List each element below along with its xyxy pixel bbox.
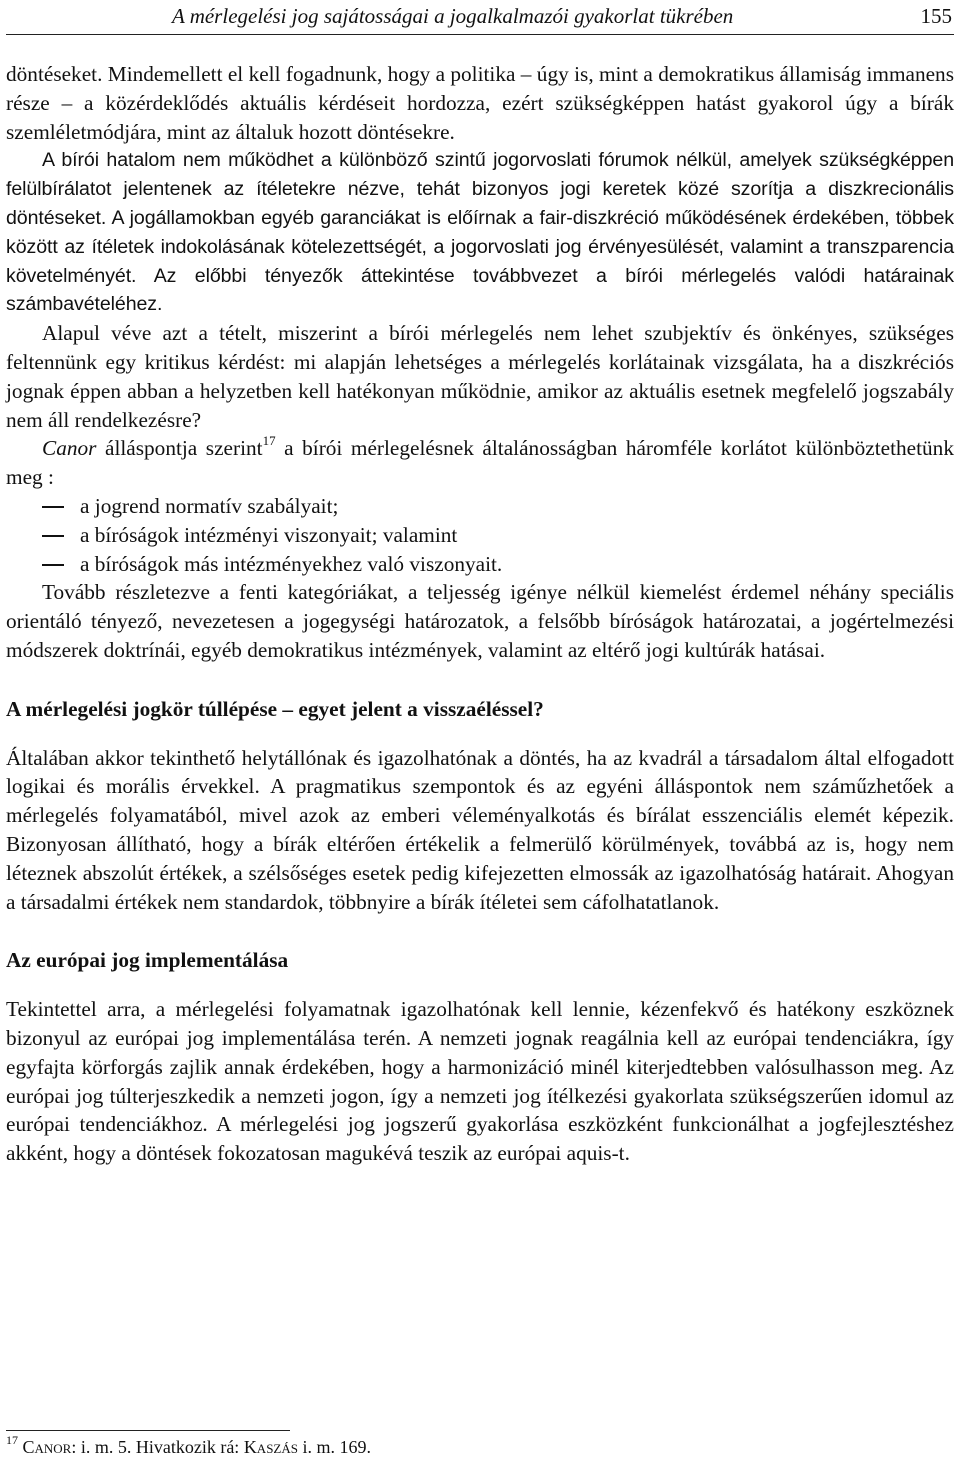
paragraph-4-text-b: a bírói mérlegelésnek általánosságban háromféle korlátot különböztethetünk meg :: [6, 436, 954, 490]
footnote-author-2: Kaszás: [243, 1437, 298, 1457]
footnote-text-1: : i. m. 5. Hivatkozik rá:: [71, 1437, 244, 1457]
dash-bullet: [42, 564, 64, 566]
section-heading-2: Az európai jog implementálása: [6, 948, 289, 973]
list-item: [6, 521, 954, 550]
list-item-text: a jogrend normatív szabályait;: [80, 493, 339, 518]
list-item-text: a bíróságok más intézményekhez való viszonyait.: [80, 551, 503, 576]
list-item: [6, 550, 954, 579]
section-1-paragraph: Általában akkor tekinthető helytállónak és igazolhatónak a döntés, ha az kvadrál a társadalom által elfogadott logikai és morális érvekkel. A pragmatikus szempontok és az egyéni álláspontok nem száműzhetőek a mérlegelés folyamatából, mivel azok az emberi véleményalkotás és bírálat esszenciális elemét képezik. Bizonyosan állítható, hogy a bírák eltérően értékelik a felmerülő körülmények, továbbá az is, hogy nem léteznek abszolút értékek, a szélsőséges esetek pedig kifejezetten elmossák az igazolhatóság határait. Ahogyan a társadalmi értékek nem standardok, többnyire a bírák ítéletei sem cáfolhatatlanok.: [6, 745, 954, 914]
limit-list: [6, 492, 954, 578]
page-number: 155: [920, 4, 952, 28]
paragraph-1: döntéseket. Mindemellett el kell fogadnunk, hogy a politika – úgy is, mint a demokratikus államiság immanens része – a közérdeklődés aktuális kérdéseit hordozza, ezért szükségképpen hatást gyakorol úgy a bírák szemléletmódjára, mint az általuk hozott döntésekre.: [6, 62, 954, 144]
header-rule: [6, 34, 954, 35]
footnote-author-1: Canor: [22, 1437, 72, 1457]
paragraph-4-text-a: álláspontja szerint: [96, 436, 263, 461]
dash-bullet: [42, 506, 64, 508]
footnote-text-2: i. m. 169.: [298, 1437, 372, 1457]
list-item: [6, 492, 954, 521]
section-2-paragraph: Tekintettel arra, a mérlegelési folyamatnak igazolhatónak kell lennie, kézenfekvő és hatékony eszköznek bizonyul az európai jog implementálása terén. A nemzeti jognak reagálnia kell az európai tendenciákra, így egyfajta körforgás zajlik annak érdekében, hogy a harmonizáció minél kiterjedtebben valósulhasson meg. Az európai jog túlterjeszkedik a nemzeti jogon, így a nemzeti jog ítélkezési gyakorlata szükségszerűen idomul az európai tendenciákhoz. A mérlegelési jog jogszerű gyakorlása eszközként funkcionálhat a jogfejlesztéshez akként, hogy a döntések fokozatosan magukévá teszik az európai aquis-t.: [6, 997, 954, 1166]
footnote: [6, 1433, 372, 1458]
footnote-rule: [6, 1430, 290, 1431]
paragraph-4: [6, 434, 954, 492]
paragraph-3: Alapul véve azt a tételt, miszerint a bírói mérlegelés nem lehet szubjektív és önkényes, szükséges feltennünk egy kritikus kérdést: mi alapján lehetséges a mérlegelés korlátainak vizsgálata, ha a diszkréciós jognak éppen abban a helyzetben kell hatékonyan működnie, amikor az aktuális esetnek megfelelő jogszabály nem áll rendelkezésre?: [6, 321, 954, 432]
list-item-text: a bíróságok intézményi viszonyait; valamint: [80, 522, 458, 547]
paragraph-5: Tovább részletezve a fenti kategóriákat, a teljesség igénye nélkül kiemelést érdemel néhány speciális orientáló tényező, nevezetesen a jogegységi határozatok, a felsőbb bíróságok határozatai, a jogértelmezési módszerek doktrínái, egyéb demokratikus intézmények, valamint az eltérő jogi kultúrák hatásai.: [6, 580, 954, 662]
running-header: [0, 0, 960, 44]
dash-bullet: [42, 535, 64, 537]
header-title: A mérlegelési jog sajátosságai a jogalkalmazói gyakorlat tükrében: [172, 4, 734, 28]
section-heading-1: A mérlegelési jogkör túllépése – egyet jelent a visszaéléssel?: [6, 696, 544, 721]
author-canor: Canor: [42, 436, 97, 461]
paragraph-2: A bírói hatalom nem működhet a különböző szintű jogorvoslati fórumok nélkül, amelyek szükségképpen felülbírálatot jelentenek az ítéletekre nézve, tehát bizonyos jogi keretek közé szorítja a diszkrecionális döntéseket. A jogállamokban egyéb garanciákat is előírnak a fair-diszkréció működésének érdekében, többek között az ítéletek indokolásának kötelezettségét, a jogorvoslati jog érvényesülését, valamint a transzparencia követelményét. Az előbbi tényezők áttekintése továbbvezet a bírói mérlegelés valódi határainak számbavételéhez.: [6, 149, 954, 316]
body-text: [6, 60, 954, 1168]
footnote-ref[interactable]: 17: [262, 433, 276, 449]
footnote-number: 17: [6, 1433, 18, 1447]
